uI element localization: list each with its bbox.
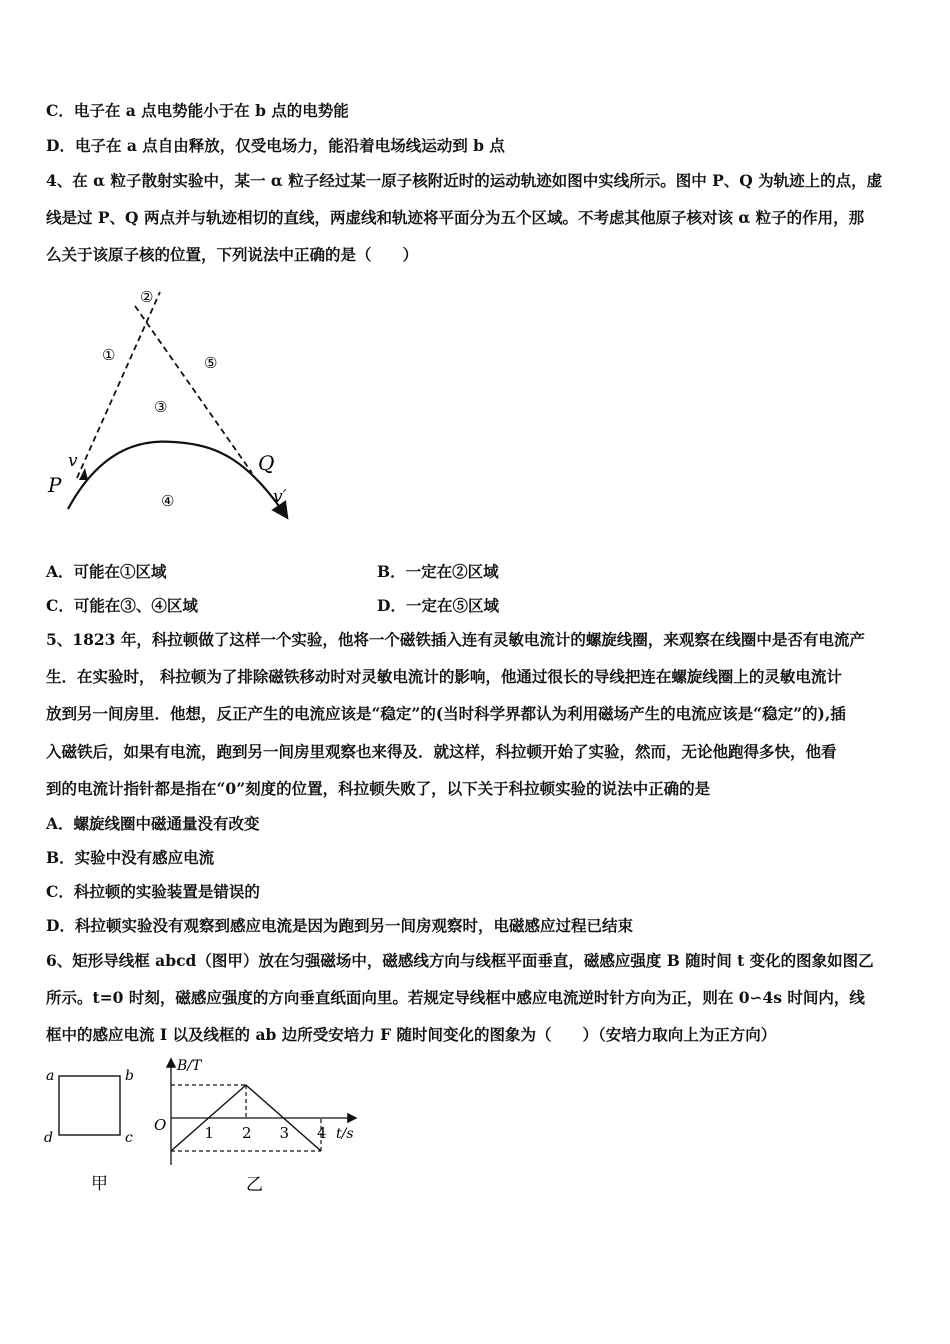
alpha-scattering-figure <box>40 280 320 530</box>
x-axis-label: t/s <box>336 1126 354 1142</box>
q5-option-a: A．螺旋线圈中磁通量没有改变 <box>46 814 260 833</box>
q3-option-c: C．电子在 a 点电势能小于在 b 点的电势能 <box>46 101 349 120</box>
q5-stem-line-3: 放到另一间房里．他想，反正产生的电流应该是“稳定”的(当时科学界都认为利用磁场产生的电流应该是“稳定”的),插 <box>46 704 846 723</box>
q5-option-b: B．实验中没有感应电流 <box>46 848 215 867</box>
trajectory-curve <box>68 442 286 516</box>
region-1-label: ① <box>102 346 116 364</box>
q5-option-c: C．科拉顿的实验装置是错误的 <box>46 882 260 901</box>
velocity-v-prime-label: v′ <box>273 487 287 507</box>
corner-a-label: a <box>46 1068 55 1084</box>
q4-stem-line-2: 线是过 P、Q 两点并与轨迹相切的直线，两虚线和轨迹将平面分为五个区域。不考虑其他原子核对该 α 粒子的作用，那 <box>46 208 865 227</box>
x-tick-label: 1 <box>204 1124 215 1142</box>
q6-stem-line-2: 所示。t=0 时刻，磁感应强度的方向垂直纸面向里。若规定导线框中感应电流逆时针方向为正，则在 0∽4s 时间内，线 <box>46 988 865 1007</box>
q5-option-d: D．科拉顿实验没有观察到感应电流是因为跑到另一间房观察时，电磁感应过程已结束 <box>46 916 633 935</box>
corner-c-label: c <box>125 1130 133 1146</box>
y-axis-label: B/T <box>177 1058 202 1074</box>
q6-stem-line-3: 框中的感应电流 I 以及线框的 ab 边所受安培力 F 随时间变化的图象为（ ）（安培力取向上为正方向） <box>46 1025 777 1044</box>
q5-stem-line-4: 入磁铁后，如果有电流，跑到另一间房里观察也来得及．就这样，科拉顿开始了实验，然而，无论他跑得多快，他看 <box>46 742 837 761</box>
q4-option-a: A．可能在①区域 <box>46 562 167 581</box>
tangent-line-p <box>77 292 160 478</box>
bt-graph-figure <box>150 1050 365 1200</box>
region-5-label: ⑤ <box>204 354 218 372</box>
figure-jia-caption: 甲 <box>91 1174 108 1194</box>
q4-option-d: D．一定在⑤区域 <box>377 596 499 615</box>
velocity-v-label: v <box>68 451 78 471</box>
x-tick-label: 2 <box>242 1124 252 1142</box>
point-p-label: P <box>48 473 62 497</box>
frame-figure-jia <box>40 1062 150 1197</box>
q5-stem-line-1: 5、1823 年，科拉顿做了这样一个实验，他将一个磁铁插入连有灵敏电流计的螺旋线圈，来观察在线圈中是否有电流产 <box>46 630 865 649</box>
q5-stem-line-2: 生．在实验时， 科拉顿为了排除磁铁移动时对灵敏电流计的影响，他通过很长的导线把连在螺旋线圈上的灵敏电流计 <box>46 667 842 686</box>
q4-option-c: C．可能在③、④区域 <box>46 596 198 615</box>
wire-frame-rect <box>59 1076 120 1135</box>
q6-stem-line-1: 6、矩形导线框 abcd（图甲）放在匀强磁场中，磁感线方向与线框平面垂直，磁感应强度 B 随时间 t 变化的图象如图乙 <box>46 951 874 970</box>
corner-b-label: b <box>125 1068 134 1084</box>
velocity-arrow-p <box>79 468 88 480</box>
q3-option-d: D．电子在 a 点自由释放，仅受电场力，能沿着电场线运动到 b 点 <box>46 136 505 155</box>
tangent-line-q <box>135 306 252 473</box>
q4-option-b: B．一定在②区域 <box>377 562 499 581</box>
figure-yi-caption: 乙 <box>246 1175 263 1195</box>
x-tick-label: 3 <box>279 1124 290 1142</box>
x-tick-label: 4 <box>317 1124 327 1142</box>
region-3-label: ③ <box>154 398 168 416</box>
q4-stem-line-1: 4、在 α 粒子散射实验中，某一 α 粒子经过某一原子核附近时的运动轨迹如图中实线所示。图中 P、Q 为轨迹上的点，虚 <box>46 171 883 190</box>
corner-d-label: d <box>44 1130 53 1146</box>
q4-stem-line-3: 么关于该原子核的位置，下列说法中正确的是（ ） <box>46 245 419 264</box>
q5-stem-line-5: 到的电流计指针都是指在“0”刻度的位置，科拉顿失败了，以下关于科拉顿实验的说法中正确的是 <box>46 779 711 798</box>
region-2-label: ② <box>140 288 154 306</box>
origin-label: O <box>154 1116 167 1134</box>
region-4-label: ④ <box>161 492 175 510</box>
point-q-label: Q <box>258 451 275 475</box>
